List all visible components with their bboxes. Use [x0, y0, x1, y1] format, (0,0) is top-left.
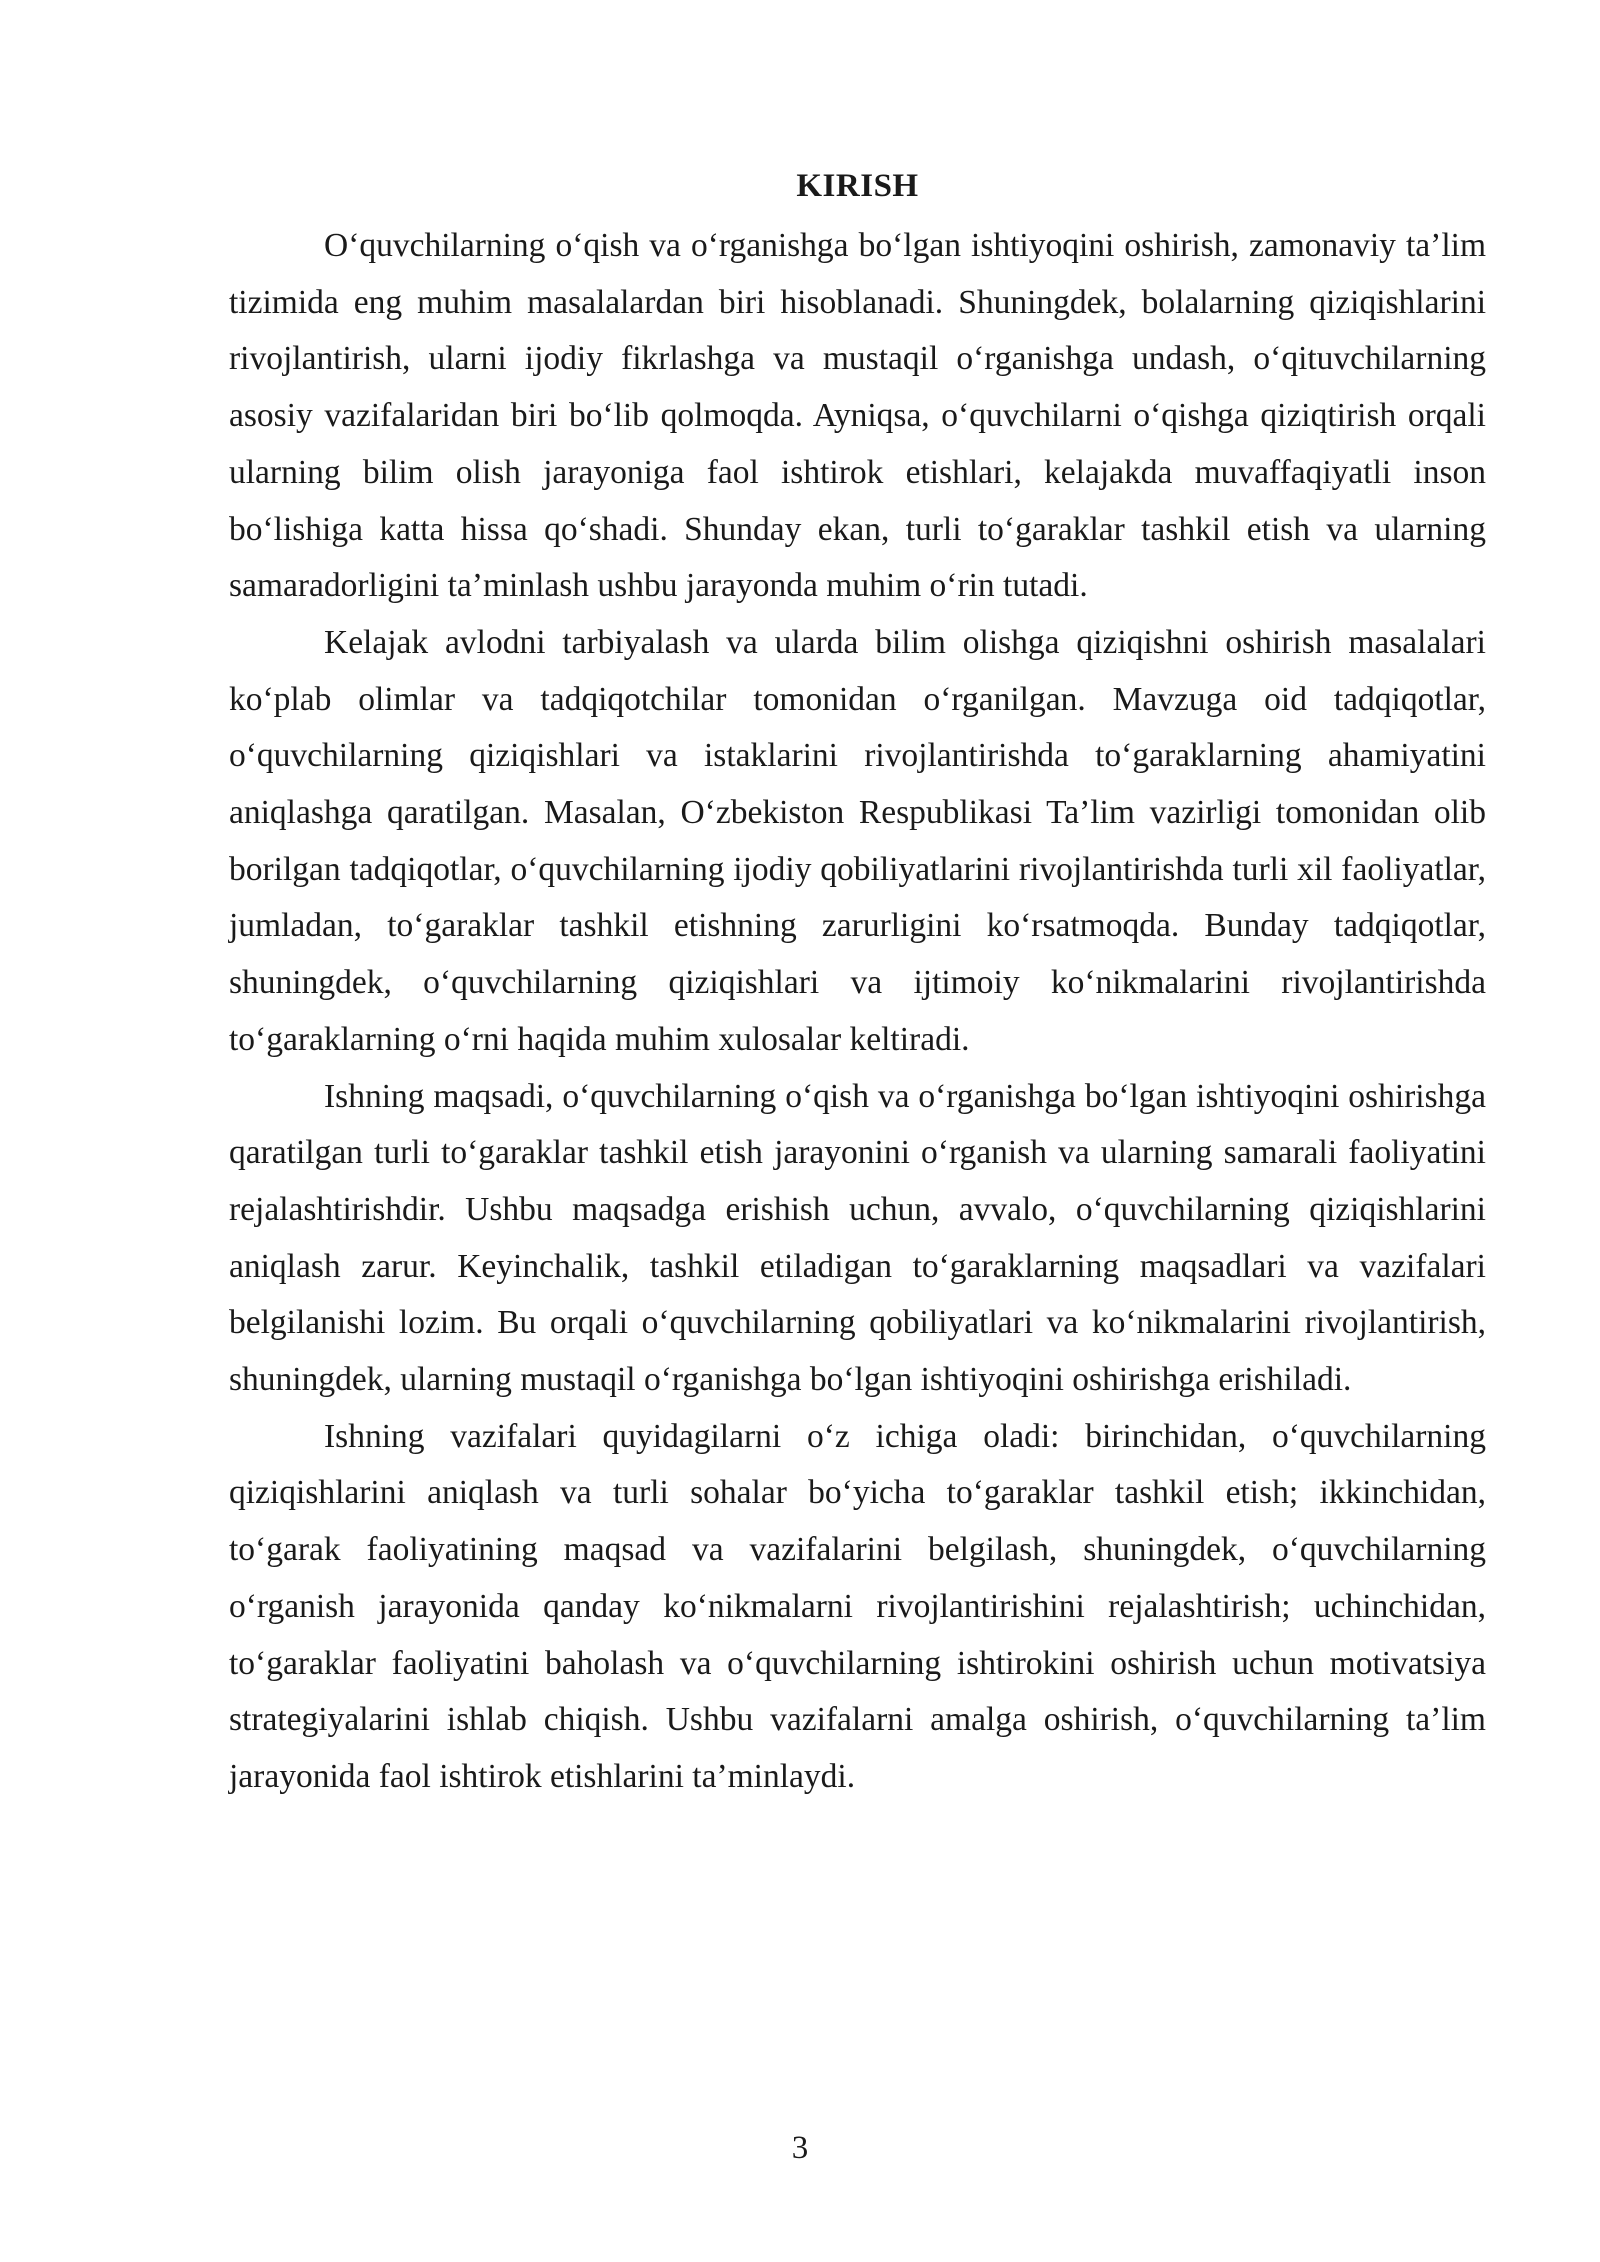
- page-number: 3: [791, 2130, 809, 2166]
- section-title: KIRISH: [796, 168, 919, 204]
- paragraph-research: Kelajak avlodni tarbiyalash va ularda bilim olishga qiziqishni oshirish masalalari ko‘plab olimlar va tadqiqotchilar tomonidan o‘rganilgan. Mavzuga oid tadqiqotlar, o‘quvchilarning qiziqishlari va istaklarini rivojlantirishda to‘garaklarning ahamiyatini aniqlashga qaratilgan. Masalan, O‘zbekiston Respublikasi Ta’lim vazirligi tomonidan olib borilgan tadqiqotlar, o‘quvchilarning ijodiy qobiliyatlarini rivojlantirishda turli xil faoliyatlar, jumladan, to‘garaklar tashkil etishning zarurligini ko‘rsatmoqda. Bunday tadqiqotlar, shuningdek, o‘quvchilarning qiziqishlari va ijtimoiy ko‘nikmalarini rivojlantirishda to‘garaklarning o‘rni haqida muhim xulosalar keltiradi.: [229, 623, 1486, 1058]
- document-page: [229, 160, 1486, 1806]
- paragraph-tasks: Ishning vazifalari quyidagilarni o‘z ichiga oladi: birinchidan, o‘quvchilarning qiziqishlarini aniqlash va turli sohalar bo‘yicha to‘garaklar tashkil etish; ikkinchidan, to‘garak faoliyatining maqsad va vazifalarini belgilash, shuningdek, o‘quvchilarning o‘rganish jarayonida qanday ko‘nikmalarni rivojlantirishini rejalashtirish; uchinchidan, to‘garaklar faoliyatini baholash va o‘quvchilarning ishtirokini oshirish uchun motivatsiya strategiyalarini ishlab chiqish. Ushbu vazifalarni amalga oshirish, o‘quvchilarning ta’lim jarayonida faol ishtirok etishlarini ta’minlaydi.: [229, 1417, 1486, 1795]
- paragraph-goal: Ishning maqsadi, o‘quvchilarning o‘qish va o‘rganishga bo‘lgan ishtiyoqini oshirishga qaratilgan turli to‘garaklar tashkil etish jarayonini o‘rganish va ularning samarali faoliyatini rejalashtirishdir. Ushbu maqsadga erishish uchun, avvalo, o‘quvchilarning qiziqishlarini aniqlash zarur. Keyinchalik, tashkil etiladigan to‘garaklarning maqsadlari va vazifalari belgilanishi lozim. Bu orqali o‘quvchilarning qobiliyatlari va ko‘nikmalarini rivojlantirish, shuningdek, ularning mustaqil o‘rganishga bo‘lgan ishtiyoqini oshirishga erishiladi.: [229, 1077, 1486, 1399]
- paragraph-intro: O‘quvchilarning o‘qish va o‘rganishga bo‘lgan ishtiyoqini oshirish, zamonaviy ta’lim tizimida eng muhim masalalardan biri hisoblanadi. Shuningdek, bolalarning qiziqishlarini rivojlantirish, ularni ijodiy fikrlashga va mustaqil o‘rganishga undash, o‘qituvchilarning asosiy vazifalaridan biri bo‘lib qolmoqda. Ayniqsa, o‘quvchilarni o‘qishga qiziqtirish orqali ularning bilim olish jarayoniga faol ishtirok etishlari, kelajakda muvaffaqiyatli inson bo‘lishiga katta hissa qo‘shadi. Shunday ekan, turli to‘garaklar tashkil etish va ularning samaradorligini ta’minlash ushbu jarayonda muhim o‘rin tutadi.: [229, 227, 1486, 605]
